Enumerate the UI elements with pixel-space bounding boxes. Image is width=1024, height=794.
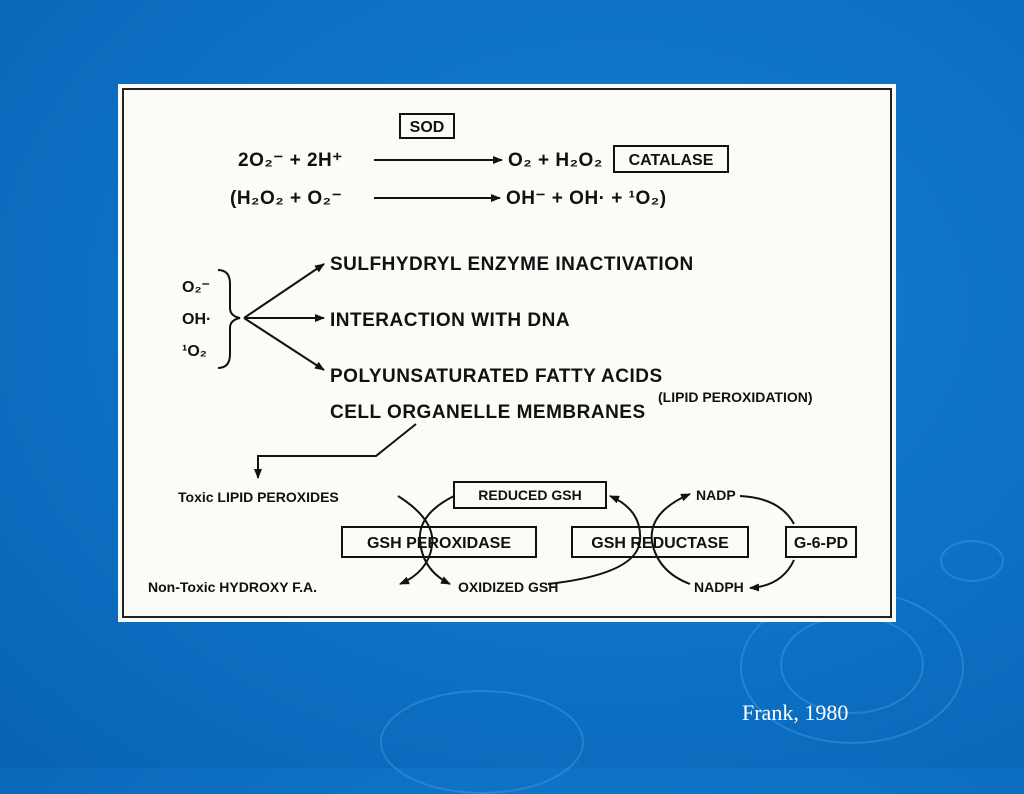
catalase-label: CATALASE xyxy=(628,152,714,169)
pathway-figure xyxy=(118,84,896,622)
arrow-to-pufa xyxy=(244,318,324,370)
gsh-peroxidase-label: GSH PEROXIDASE xyxy=(366,535,512,552)
oxidized-gsh-label: OXIDIZED GSH xyxy=(458,579,559,595)
toxic-lipid-peroxides: Toxic LIPID PEROXIDES xyxy=(178,489,339,505)
oxidative-stress-diagram xyxy=(118,84,896,622)
citation-caption: Frank, 1980 xyxy=(742,700,849,725)
nadph-label: NADPH xyxy=(694,579,744,595)
radical-singlet-oxygen: ¹O₂ xyxy=(182,343,207,360)
effect-dna-interaction: INTERACTION WITH DNA xyxy=(330,310,571,331)
arc-g6pd-nadph xyxy=(750,560,794,588)
effect-membranes: CELL ORGANELLE MEMBRANES xyxy=(330,402,646,423)
lipid-peroxidation-note: (LIPID PEROXIDATION) xyxy=(658,389,813,405)
effect-sulfhydryl-inactivation: SULFHYDRYL ENZYME INACTIVATION xyxy=(330,254,694,275)
equation-1-left: 2O₂⁻ + 2H⁺ xyxy=(238,150,343,171)
effect-pufa: POLYUNSATURATED FATTY ACIDS xyxy=(330,366,663,387)
radical-brace xyxy=(218,270,240,368)
ripple-decoration xyxy=(380,690,584,794)
arrow-to-sulfhydryl xyxy=(244,264,324,318)
gsh-reductase-label: GSH REDUCTASE xyxy=(591,535,729,552)
arc-g6pd-nadp xyxy=(740,496,794,524)
equation-1-right: O₂ + H₂O₂ xyxy=(508,150,603,171)
ripple-decoration xyxy=(940,540,1004,582)
radical-hydroxyl: OH· xyxy=(182,311,212,328)
non-toxic-hydroxy-fa: Non-Toxic HYDROXY F.A. xyxy=(148,579,318,595)
arrow-to-toxic-peroxides xyxy=(258,424,416,478)
sod-label: SOD xyxy=(409,119,445,136)
reduced-gsh-label: REDUCED GSH xyxy=(478,487,582,503)
radical-superoxide: O₂⁻ xyxy=(182,279,210,296)
nadp-label: NADP xyxy=(696,487,736,503)
g6pd-label: G-6-PD xyxy=(793,535,849,552)
equation-2-left: (H₂O₂ + O₂⁻ xyxy=(230,188,343,209)
equation-2-right: OH⁻ + OH· + ¹O₂) xyxy=(506,188,667,209)
